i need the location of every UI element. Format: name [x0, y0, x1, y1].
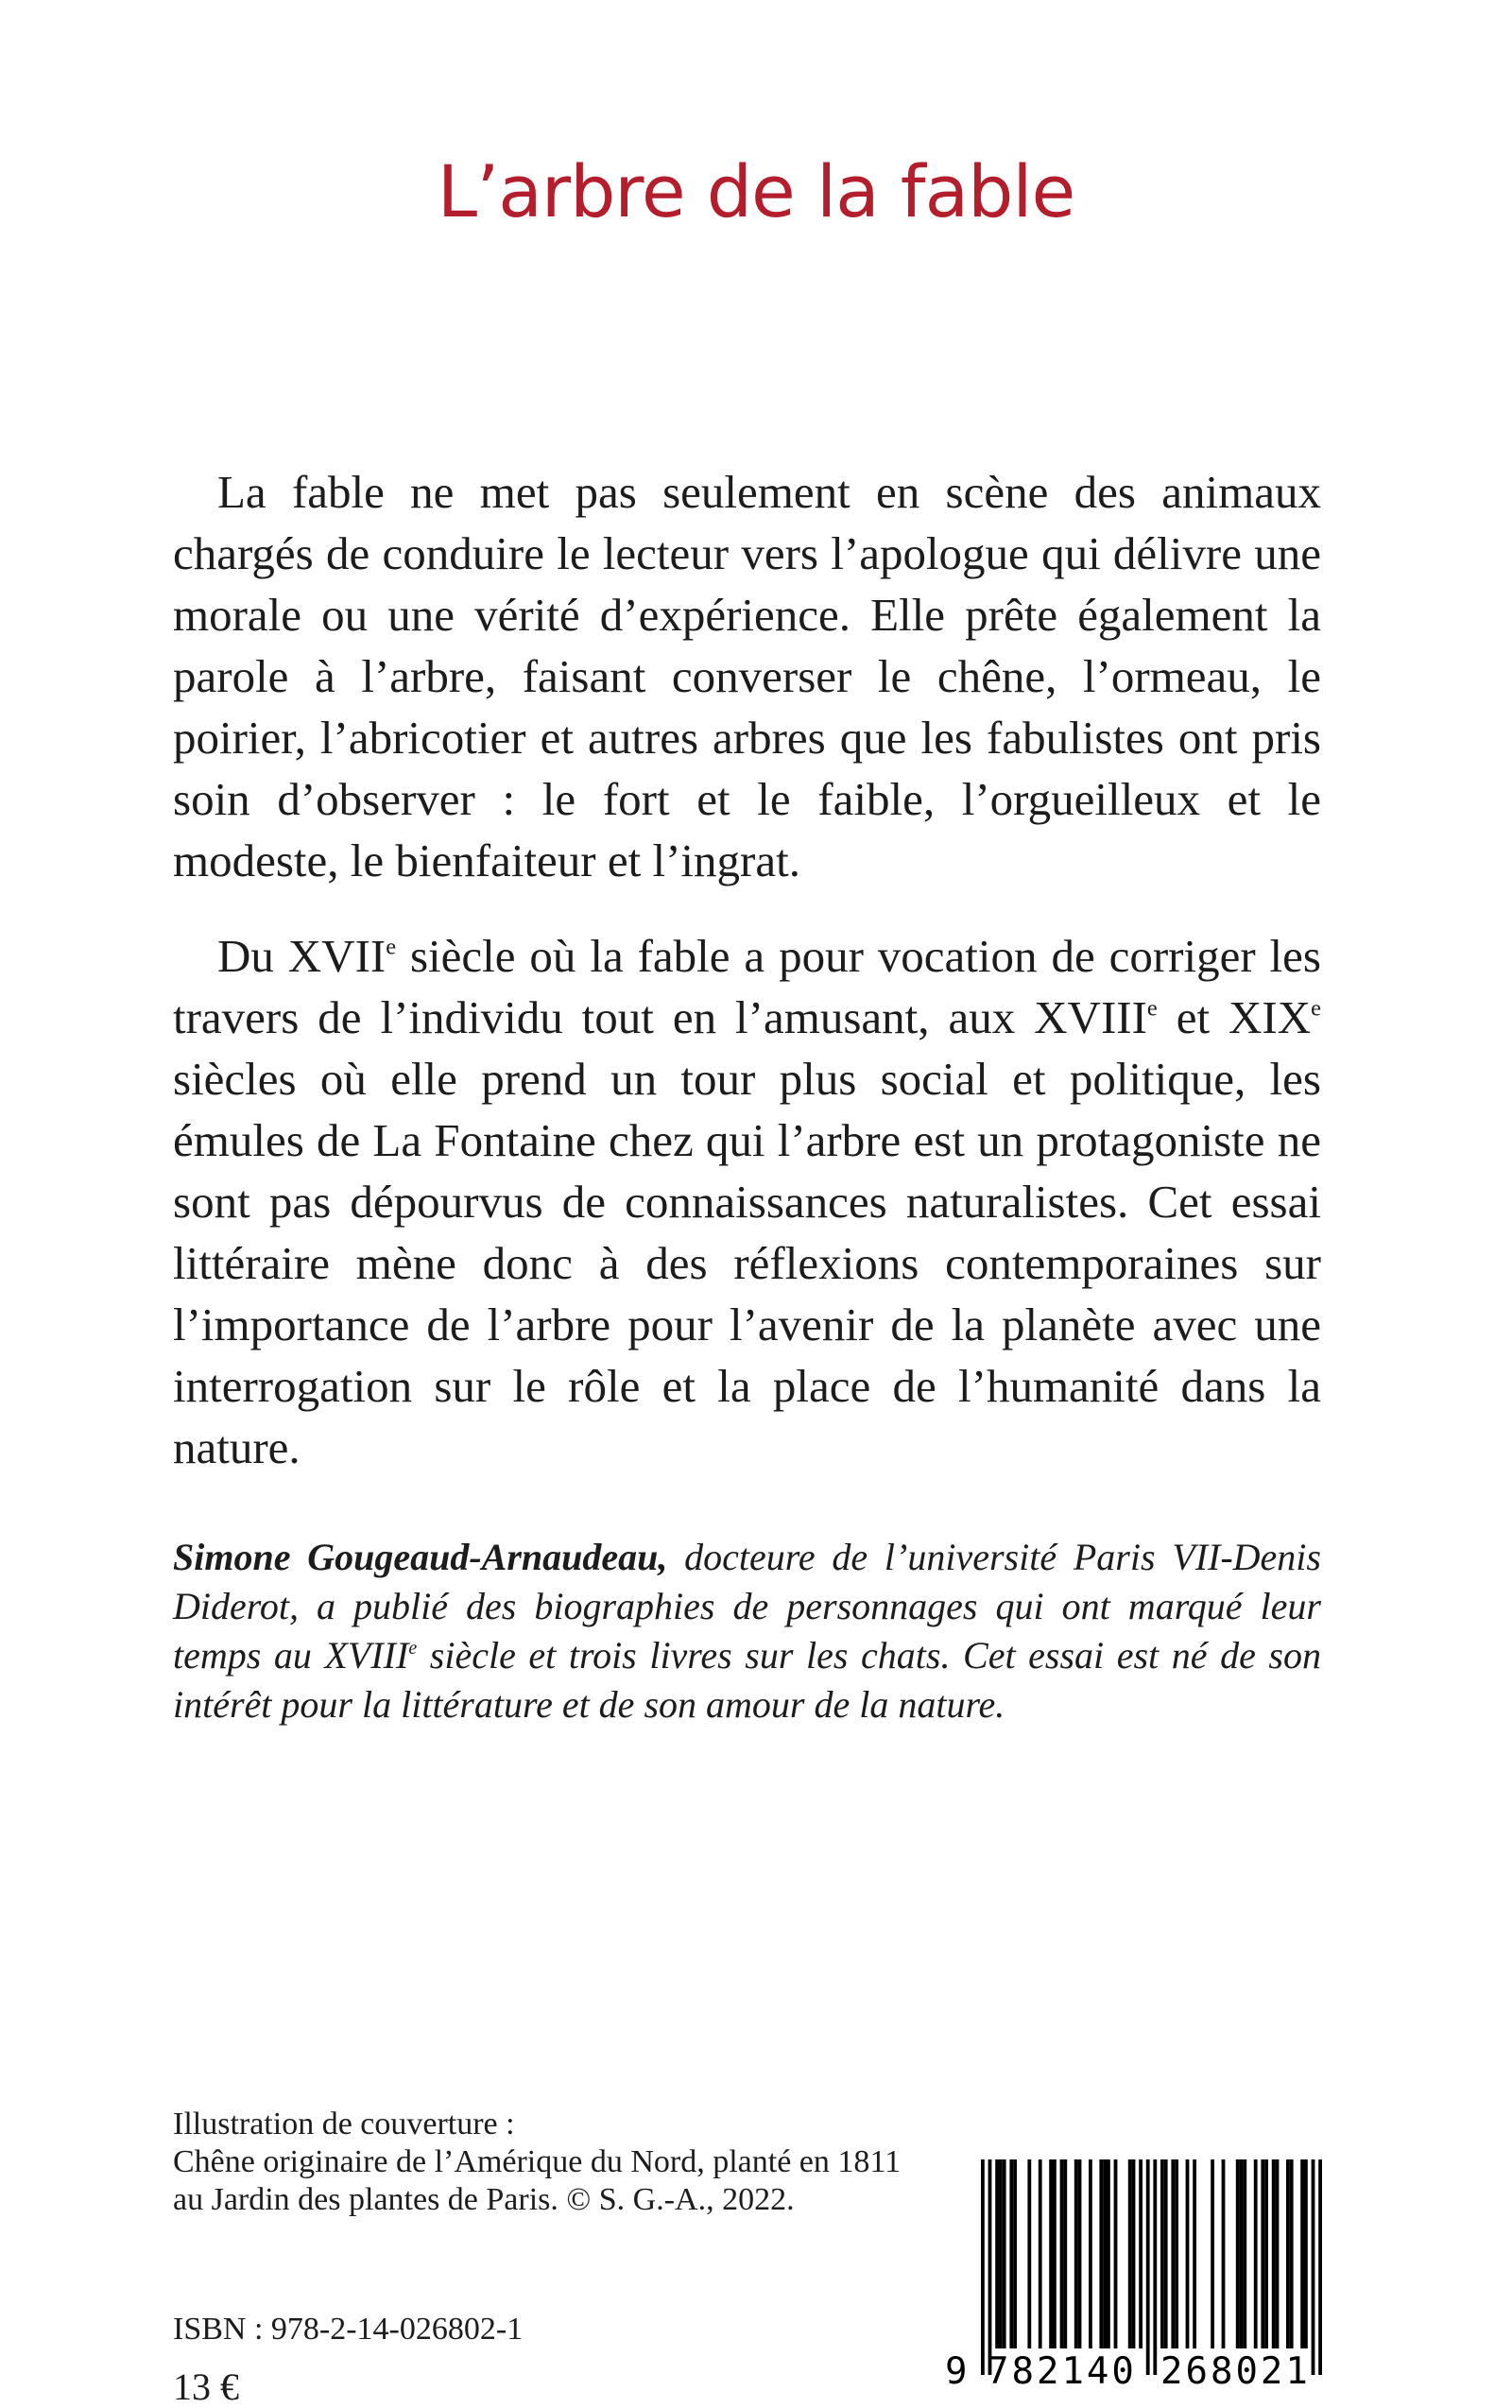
- barcode-bar: [1193, 2159, 1196, 2348]
- barcode-bar: [1013, 2159, 1017, 2348]
- barcode-bar: [1171, 2159, 1175, 2348]
- barcode-bar: [1160, 2159, 1164, 2348]
- author-bio-text-a: docteure de l’université Paris VII-Denis Diderot, a publié des biographies de personnages qui ont marqué leur temps au XVIII: [173, 1536, 1321, 1677]
- author-name: Simone Gougeaud-Arnaudeau,: [173, 1536, 668, 1578]
- summary-paragraph-2: [173, 925, 1321, 1478]
- barcode-bar: [1049, 2159, 1053, 2348]
- barcode-bar: [1272, 2159, 1276, 2348]
- barcode-bar: [1304, 2159, 1308, 2348]
- barcode-lead-digit: 9: [945, 2350, 968, 2393]
- barcode-guard-bar: [1312, 2159, 1315, 2375]
- barcode-bar: [1236, 2159, 1240, 2348]
- barcode-bar: [1128, 2159, 1132, 2348]
- barcode-bar: [1254, 2159, 1258, 2348]
- barcode-bar: [1164, 2159, 1168, 2348]
- barcode-bar: [1107, 2159, 1110, 2348]
- barcode-bar: [1139, 2159, 1143, 2348]
- barcode-left-digits: 782140: [987, 2350, 1137, 2393]
- barcode-right-digits: 268021: [1160, 2350, 1311, 2393]
- barcode-bar: [1243, 2159, 1246, 2348]
- superscript-e: e: [1311, 995, 1322, 1022]
- barcode-bar: [1060, 2159, 1064, 2348]
- isbn-text: ISBN : 978-2-14-026802-1: [173, 2312, 524, 2347]
- barcode-bar: [1186, 2159, 1190, 2348]
- barcode-bar: [1074, 2159, 1078, 2348]
- superscript-e: e: [408, 1638, 418, 1659]
- barcode-bar: [1063, 2159, 1067, 2348]
- barcode-guard-bar: [1153, 2159, 1157, 2375]
- barcode-guard-bar: [1318, 2159, 1322, 2375]
- superscript-e: e: [1146, 995, 1158, 1022]
- summary-paragraph-1: La fable ne met pas seulement en scène des animaux chargés de conduire le lecteur vers l’apologue qui délivre une morale ou une vérité d’expérience. Elle prête également la parole à l’arbre, faisant converser le chêne, l’ormeau, le poirier, l’abricotier et autres arbres que les fabulistes ont pris soin d’observer : le fort et le faible, l’orgueilleux et le modeste, le bienfaiteur et l’ingrat.: [173, 466, 1321, 886]
- summary-p2-text-b: siècle où la fable a pour vocation de corriger les travers de l’individu tout en l’amusant, aux XVIII: [173, 930, 1321, 1043]
- barcode-bar: [1222, 2159, 1226, 2348]
- barcode-bar: [1009, 2159, 1013, 2348]
- barcode-bar: [1027, 2159, 1031, 2348]
- book-summary: [173, 461, 1321, 1478]
- barcode-bar: [1300, 2159, 1304, 2348]
- book-title: L’arbre de la fable: [437, 149, 1075, 233]
- illustration-credits: [173, 2106, 901, 2219]
- barcode-bar: [1053, 2159, 1057, 2348]
- summary-p2-text-c: et XIX: [1157, 991, 1312, 1043]
- barcode-bar: [1039, 2159, 1042, 2348]
- summary-p2-text-d: siècles où elle prend un tour plus social et politique, les émules de La Fontaine chez qui l’arbre est un protagoniste ne sont pas dépourvus de connaissances naturalistes. Cet essai littéraire mène donc à des réflexions contemporaines sur l’importance de l’arbre pour l’avenir de la planète avec une interrogation sur le rôle et la place de l’humanité dans la nature.: [173, 1053, 1321, 1473]
- credits-line-3: au Jardin des plantes de Paris. © S. G.-A., 2022.: [173, 2182, 795, 2217]
- barcode-bar: [995, 2159, 999, 2348]
- credits-line-1: Illustration de couverture :: [173, 2107, 515, 2141]
- summary-p2-text-a: Du XVII: [217, 930, 387, 982]
- barcode-bar: [1103, 2159, 1107, 2348]
- barcode-bar: [1211, 2159, 1214, 2348]
- barcode-bar: [1240, 2159, 1244, 2348]
- barcode-guard-bar: [988, 2159, 992, 2375]
- barcode-bar: [1114, 2159, 1118, 2348]
- barcode-bar: [1276, 2159, 1280, 2348]
- barcode-guard-bar: [1146, 2159, 1150, 2375]
- barcode-bar: [1132, 2159, 1136, 2348]
- author-bio: [173, 1533, 1321, 1729]
- barcode-bar: [1290, 2159, 1294, 2348]
- barcode-guard-bar: [981, 2159, 985, 2375]
- barcode-bar: [1175, 2159, 1178, 2348]
- credits-line-2: Chêne originaire de l’Amérique du Nord, planté en 1811: [173, 2144, 902, 2179]
- author-paragraph: [173, 1533, 1321, 1729]
- barcode-bar: [1264, 2159, 1268, 2348]
- barcode-bar: [1261, 2159, 1264, 2348]
- price-text: 13 €: [173, 2365, 239, 2408]
- superscript-e: e: [386, 934, 397, 960]
- barcode-bar: [1286, 2159, 1290, 2348]
- barcode-bar: [1078, 2159, 1082, 2348]
- barcode-bar: [1099, 2159, 1103, 2348]
- barcode-bar: [1089, 2159, 1092, 2348]
- barcode-bar: [999, 2159, 1003, 2348]
- barcode-bar: [1003, 2159, 1006, 2348]
- author-bio-text-b: siècle et trois livres sur les chats. Cet essai est né de son intérêt pour la littérature et de son amour de la nature.: [173, 1634, 1321, 1726]
